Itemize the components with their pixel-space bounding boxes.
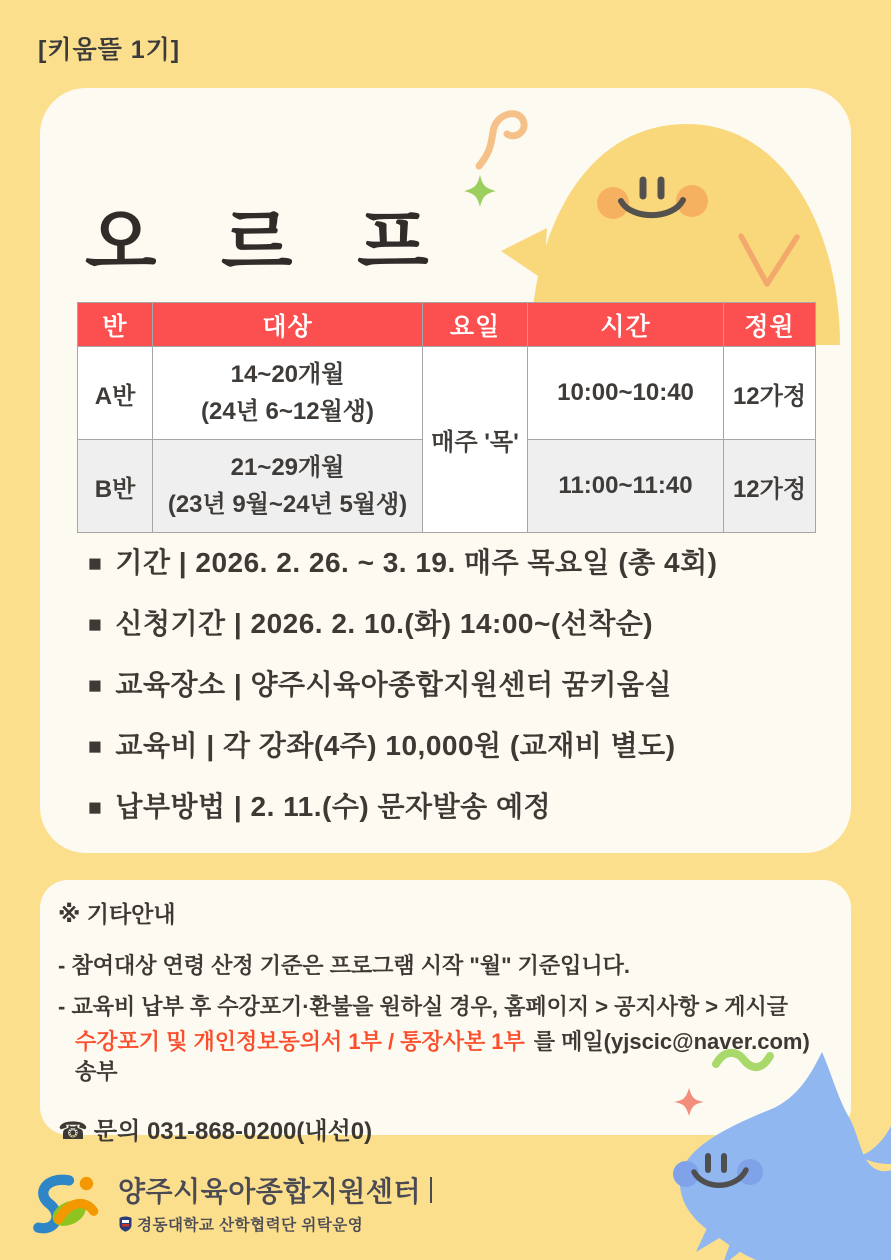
cell-capacity-a: 12가정 <box>724 347 816 440</box>
center-logo-mark-icon <box>28 1166 108 1238</box>
cell-time-a: 10:00~10:40 <box>528 347 724 440</box>
operator-line <box>118 1213 432 1235</box>
university-emblem-icon <box>118 1215 133 1232</box>
chick-left-wing <box>501 228 547 280</box>
center-logo-text <box>118 1170 432 1235</box>
detail-application <box>88 607 717 641</box>
cell-time-b: 11:00~11:40 <box>528 440 724 533</box>
col-header-capacity: 정원 <box>724 303 816 347</box>
col-header-target: 대상 <box>153 303 423 347</box>
col-header-class: 반 <box>78 303 153 347</box>
center-logo <box>28 1166 432 1238</box>
logo-orange-head <box>80 1177 93 1190</box>
cell-class-b: B반 <box>78 440 153 533</box>
blue-mascot-cheek-right <box>737 1159 763 1185</box>
notice-refund-rule: - 교육비 납부 후 수강포기·환불을 원하실 경우, 홈페이지 > 공지사항 > 게시글 <box>58 994 789 1019</box>
edition-badge: [키움뜰 1기] <box>38 36 181 64</box>
blue-mascot-fin <box>860 1126 891 1164</box>
detail-payment-text: 납부방법 | 2. 11.(수) 문자발송 예정 <box>115 791 552 822</box>
salmon-sparkle-icon <box>674 1088 704 1116</box>
logo-divider <box>430 1177 432 1203</box>
cell-capacity-b: 12가정 <box>724 440 816 533</box>
orange-squiggle-icon <box>479 114 524 166</box>
detail-application-text: 신청기간 | 2026. 2. 10.(화) 14:00~(선착순) <box>115 608 654 639</box>
square-bullet-icon: ■ <box>88 672 103 698</box>
detail-period-text: 기간 | 2026. 2. 26. ~ 3. 19. 매주 목요일 (총 4회) <box>115 547 718 578</box>
detail-location-text: 교육장소 | 양주시육아종합지원센터 꿈키움실 <box>115 669 672 700</box>
green-squiggle-icon <box>716 1053 770 1067</box>
schedule-table <box>77 302 816 533</box>
detail-payment <box>88 790 717 824</box>
table-header-row <box>78 303 816 347</box>
col-header-day: 요일 <box>423 303 528 347</box>
detail-fee-text: 교육비 | 각 강좌(4주) 10,000원 (교재비 별도) <box>115 730 676 761</box>
detail-period <box>88 546 717 580</box>
col-header-time: 시간 <box>528 303 724 347</box>
blue-mascot-body <box>680 1052 891 1260</box>
cell-target-b: 21~29개월 (23년 9월~24년 5월생) <box>153 440 423 533</box>
detail-fee <box>88 729 717 763</box>
program-card <box>40 88 851 853</box>
blue-mascot-decoration <box>650 1040 891 1260</box>
square-bullet-icon: ■ <box>88 794 103 820</box>
phone-icon: ☎ <box>58 1118 88 1145</box>
cell-day: 매주 '목' <box>423 347 528 533</box>
square-bullet-icon: ■ <box>88 733 103 759</box>
square-bullet-icon: ■ <box>88 611 103 637</box>
square-bullet-icon: ■ <box>88 550 103 576</box>
program-details <box>88 546 717 851</box>
contact-number: 문의 031-868-0200(내선0) <box>93 1118 373 1145</box>
green-sparkle-icon <box>464 175 496 207</box>
cell-target-a: 14~20개월 (24년 6~12월생) <box>153 347 423 440</box>
notice-refund-highlight: 수강포기 및 개인정보동의서 1부 / 통장사본 1부 <box>75 1029 525 1054</box>
cell-class-a: A반 <box>78 347 153 440</box>
operator-text: 경동대학교 산학협력단 위탁운영 <box>137 1216 364 1234</box>
table-row-a <box>78 347 816 440</box>
notice-refund-rest: 를 메일(yjscic@naver.com) 송부 <box>75 1029 810 1084</box>
detail-location <box>88 668 717 702</box>
program-title: 오 르 프 <box>85 201 451 284</box>
center-name-text: 양주시육아종합지원센터 <box>118 1175 422 1207</box>
notice-age-rule: - 참여대상 연령 산정 기준은 프로그램 시작 "월" 기준입니다. <box>58 953 630 978</box>
notice-title: ※ 기타안내 <box>58 901 176 927</box>
center-name <box>118 1170 432 1210</box>
